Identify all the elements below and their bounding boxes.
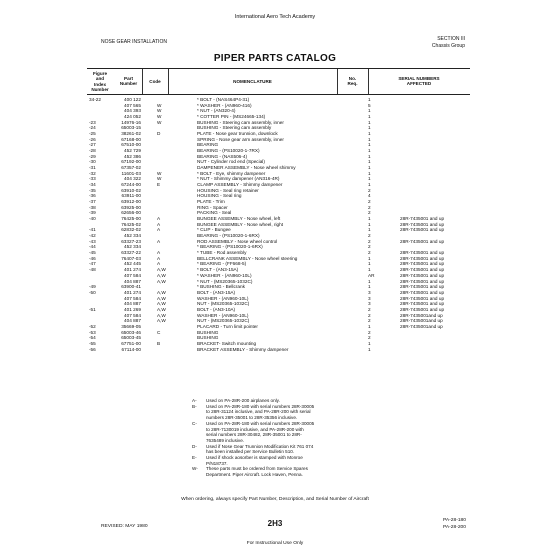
section-number: SECTION III <box>437 36 465 42</box>
fig-cell: -54 <box>89 335 96 341</box>
code-cell: A <box>157 261 161 267</box>
nomenclature-cell: * NUT - (MS20365-1032C) <box>197 278 253 284</box>
quantity-cell: 1 <box>368 216 371 222</box>
footnote-line: Used if Nose Gear Trunnion Modification Kit 761 074 <box>206 443 314 449</box>
revised-date: REVISED: MAY 1980 <box>101 524 148 529</box>
fig-cell: -38 <box>89 204 96 210</box>
part-number-cell: 63327-23 <box>121 238 141 244</box>
part-number-cell: 67244-00 <box>121 182 141 188</box>
part-number-cell: 65003-45 <box>121 335 141 341</box>
nomenclature-cell: BUNGEE ASSEMBLY - Nose wheel, left <box>197 216 281 222</box>
footnote-line: Used on PA-28R-200 airplanes only. <box>206 398 280 403</box>
nomenclature-cell: BELLCRANK ASSEMBLY - Nose wheel steering <box>197 255 298 261</box>
serial-cell: 28R-7435001 and up <box>400 227 445 233</box>
code-cell: A,W <box>157 267 166 273</box>
serial-cell: 28R-7435001 and up <box>400 272 445 278</box>
nomenclature-cell: * NUT - Shimmy dampener (AN316-4R) <box>197 176 280 182</box>
fig-cell: -51 <box>89 306 96 312</box>
quantity-cell: 2 <box>368 238 371 244</box>
footnote-key: A- <box>192 398 197 403</box>
code-cell: A,W <box>157 289 166 295</box>
quantity-cell: 2 <box>368 335 371 341</box>
quantity-cell: 1 <box>368 159 371 165</box>
nomenclature-cell: BRACKET- Switch mounting <box>197 340 257 346</box>
fig-cell: -50 <box>89 289 96 295</box>
part-number-cell: 67192-00 <box>121 159 141 165</box>
part-number-cell: 63910-02 <box>121 187 141 193</box>
part-number-cell: 407 565 <box>124 102 141 108</box>
part-number-cell: 76425-00 <box>121 216 141 222</box>
model-line: PA-28-200 <box>442 524 466 530</box>
section-title: NOSE GEAR INSTALLATION <box>101 39 167 45</box>
code-cell: A <box>157 250 161 256</box>
footnote-line: Used if shock aosorber is stamped with Monroe <box>206 455 303 461</box>
nomenclature-cell: BUSHING <box>197 329 219 335</box>
part-number-cell: 11601-03 <box>121 170 141 176</box>
fig-cell: -53 <box>89 329 96 335</box>
serial-cell: 28R-7435001 and up <box>400 238 445 244</box>
fig-cell: -47 <box>89 261 96 267</box>
quantity-cell: 2 <box>368 199 371 205</box>
quantity-cell: 2 <box>368 204 371 210</box>
col-header-fig-line: Number <box>91 87 109 93</box>
fig-cell: -28 <box>89 148 96 154</box>
fig-cell: -26 <box>89 136 96 142</box>
nomenclature-cell: BEARING <box>197 142 219 148</box>
part-number-cell: 63925-00 <box>121 204 141 210</box>
serial-cell: 28R-7435001and up <box>400 312 443 318</box>
code-cell: A,W <box>157 278 166 284</box>
part-number-cell: 65003-15 <box>121 125 141 131</box>
nomenclature-cell: BUSHING <box>197 335 219 341</box>
quantity-cell: 1 <box>368 346 371 352</box>
part-number-cell: 62832-02 <box>121 227 141 233</box>
nomenclature-cell: PLATE - Trim <box>197 199 225 205</box>
fig-cell: -27 <box>89 142 96 148</box>
quantity-cell: 1 <box>368 142 371 148</box>
footnotes <box>192 398 342 478</box>
fig-cell: -45 <box>89 250 96 256</box>
fig-cell: -31 <box>89 165 96 171</box>
fig-cell: -39 <box>89 210 96 216</box>
quantity-cell: 1 <box>368 97 371 102</box>
quantity-cell: 3 <box>368 301 371 307</box>
part-number-cell: 67114-00 <box>121 346 141 352</box>
part-number-cell: 407 584 <box>124 295 141 301</box>
academy-name: International Aero Tech Academy <box>234 14 316 20</box>
col-header-req-line: No. <box>348 76 357 81</box>
code-cell: A,W <box>157 306 166 312</box>
quantity-cell: 1 <box>368 114 371 120</box>
footnote-key: D- <box>192 443 197 449</box>
nomenclature-cell: PACKING - Seal <box>197 210 232 216</box>
part-number-cell: 76407-03 <box>121 255 141 261</box>
part-number-cell: 452 386 <box>124 153 141 159</box>
nomenclature-cell: BUSHING - Steering cam assembly, inner <box>197 119 284 125</box>
nomenclature-cell: * COTTER PIN - (MS24665-134) <box>197 114 266 120</box>
nomenclature-cell: HOUSING - Seal ring retainer <box>197 187 259 193</box>
quantity-cell: 1 <box>368 284 371 290</box>
fig-cell: -24 <box>89 125 96 131</box>
col-header-serial-line: AFFECTED <box>406 81 432 87</box>
nomenclature-cell: BRACKET ASSEMBLY - Shimmy dampener <box>197 346 289 352</box>
quantity-cell: 2 <box>368 329 371 335</box>
part-number-cell: 35669-05 <box>121 323 141 329</box>
code-cell: W <box>157 119 162 125</box>
nomenclature-cell: * BUSHING - Bellcrank <box>197 284 245 290</box>
code-cell: A <box>157 227 161 233</box>
footnote-line: Department. Piper Aircraft. Lock Haven, Penna. <box>206 472 303 478</box>
nomenclature-cell: PLATE - Nose gear trunnion, downlock <box>197 131 278 137</box>
nomenclature-cell: * BOLT - Eye, shimmy dampener <box>197 170 266 176</box>
nomenclature-cell: ROD ASSEMBLY - Nose wheel control <box>197 238 278 244</box>
quantity-cell: 1 <box>368 170 371 176</box>
code-cell: W <box>157 114 162 120</box>
fig-cell: -49 <box>89 284 96 290</box>
part-number-cell: 63327-22 <box>121 250 141 256</box>
col-header-part-line: Number <box>119 81 138 87</box>
quantity-cell: 1 <box>368 148 371 154</box>
footnote <box>192 466 342 477</box>
section-label <box>400 36 465 49</box>
code-cell: A,W <box>157 301 166 307</box>
col-header-fig-line: Index <box>94 81 106 87</box>
nomenclature-cell: BEARING - (NAS506-4) <box>197 153 248 159</box>
code-cell: A <box>157 238 161 244</box>
nomenclature-cell: * BEARING - (PS10020-1-6RX) <box>197 244 263 250</box>
quantity-cell: 2 <box>368 318 371 324</box>
quantity-cell: 3 <box>368 295 371 301</box>
serial-cell: 28R-7435001 and up <box>400 289 445 295</box>
part-number-cell: 62656-00 <box>121 210 141 216</box>
part-number-cell: 424 052 <box>124 114 141 120</box>
nomenclature-cell: HOUSING - Seal ring <box>197 193 242 199</box>
nomenclature-cell: WASHER - (AN960-10L) <box>197 312 249 318</box>
part-number-cell: 67510-00 <box>121 142 141 148</box>
quantity-cell: 1 <box>368 278 371 284</box>
footnote-line: 7635489 inclusive. <box>206 437 245 443</box>
fig-cell: -23 <box>89 119 96 125</box>
footnote-line: Used on PA-28R-180 with serial numbers 28R-30005 <box>206 420 315 426</box>
nomenclature-cell: BOLT - (AN3-15A) <box>197 289 236 295</box>
part-number-cell: 452 729 <box>124 148 141 154</box>
nomenclature-cell: * CLIP - Bungee <box>197 227 231 233</box>
part-number-cell: 400 122 <box>124 97 141 102</box>
quantity-cell: 2 <box>368 187 371 193</box>
fig-cell: -56 <box>89 346 96 352</box>
part-number-cell: 452 334 <box>124 244 141 250</box>
col-header-req-line: Req. <box>347 81 358 87</box>
footnote <box>192 404 342 421</box>
nomenclature-cell: * BOLT - (AN3-15A) <box>197 267 239 273</box>
part-number-cell: 38261-02 <box>121 131 141 137</box>
part-number-cell: 67357-02 <box>121 165 141 171</box>
quantity-cell: AR <box>368 272 375 278</box>
page-number: 2H3 <box>267 519 283 528</box>
code-cell: W <box>157 108 162 114</box>
code-cell: W <box>157 102 162 108</box>
quantity-cell: 2 <box>368 233 371 239</box>
serial-cell: 28R-7435001 and up <box>400 221 445 227</box>
part-number-cell: 404 887 <box>124 301 141 307</box>
serial-cell: 28R-7435001 and up <box>400 261 445 267</box>
quantity-cell: 1 <box>368 165 371 171</box>
nomenclature-cell: NUT - (MS20365-1032C) <box>197 318 250 324</box>
quantity-cell: 1 <box>368 323 371 329</box>
nomenclature-cell: BUSHING - Steering cam assembly <box>197 125 272 131</box>
part-number-cell: 404 393 <box>124 108 141 114</box>
code-cell: E <box>157 182 161 188</box>
nomenclature-cell: * BEARING - (FF668-5) <box>197 261 247 267</box>
part-number-cell: 67751-00 <box>121 340 141 346</box>
footnote-line: serial numbers 28R-30482, 28R-35001 to 28R- <box>206 432 302 438</box>
col-header-code: Code <box>149 79 161 84</box>
part-number-cell: 407 584 <box>124 312 141 318</box>
code-cell: A,W <box>157 272 166 278</box>
quantity-cell: 1 <box>368 267 371 273</box>
nomenclature-cell: BOLT - (AN3-10A) <box>197 306 236 312</box>
part-number-cell: 65003-46 <box>121 329 141 335</box>
nomenclature-cell: RING - Spacer <box>197 204 228 210</box>
header-bottom-rule <box>87 94 470 95</box>
fig-cell: -55 <box>89 340 96 346</box>
fig-cell: -44 <box>89 244 96 250</box>
code-cell: A,W <box>157 312 166 318</box>
part-number-cell: 63900-41 <box>121 284 141 290</box>
serial-cell: 28R-7435001 and up <box>400 250 445 256</box>
instructional-use: For Instructional Use Only <box>246 541 304 546</box>
part-number-cell: 452 334 <box>124 233 141 239</box>
footnote-line: to 28R-31124 inclusive, and PA-28R-200 with serial <box>206 409 311 415</box>
fig-cell: -29 <box>89 153 96 159</box>
nomenclature-cell: PLACARD - Turn limit pointer <box>197 323 258 329</box>
fig-cell: -41 <box>89 227 96 233</box>
part-number-cell: 401 274 <box>124 267 141 273</box>
quantity-cell: 1 <box>368 153 371 159</box>
footnote-line: These parts must be ordered from Service Spares <box>206 466 308 472</box>
nomenclature-cell: NUT - Cylinder rod end (Special) <box>197 159 265 165</box>
serial-cell: 28R-7435001 and up <box>400 267 445 273</box>
nomenclature-cell: BEARING - (PS10020-1-7RX) <box>197 148 260 154</box>
fig-cell: -35 <box>89 187 96 193</box>
serial-cell: 28R-7435001 and up <box>400 216 445 222</box>
part-number-cell: 76425-02 <box>121 221 141 227</box>
part-number-cell: 401 274 <box>124 289 141 295</box>
footnote-line: Used on PA-28R-180 with serial numbers 28R-30005 <box>206 403 315 409</box>
nomenclature-cell: * BOLT - (NAS464P4-31) <box>197 97 250 102</box>
catalog-title: PIPER PARTS CATALOG <box>213 53 337 64</box>
col-header-nomenclature: NOMENCLATURE <box>233 79 272 84</box>
nomenclature-cell: DAMPENER ASSEMBLY - Nose wheel shimmy <box>197 165 296 171</box>
col-header-req <box>337 76 368 87</box>
fig-cell: -33 <box>89 176 96 182</box>
col-header-fig <box>87 71 113 93</box>
quantity-cell: 2 <box>368 306 371 312</box>
serial-cell: 28R-7435001and up <box>400 323 443 329</box>
parts-table <box>87 97 470 352</box>
quantity-cell: 1 <box>368 182 371 188</box>
nomenclature-cell: WASHER - (AN960-10L) <box>197 295 249 301</box>
footnote-key: W- <box>192 466 198 472</box>
serial-cell: 28R-7435001 and up <box>400 255 445 261</box>
fig-cell: -46 <box>89 255 96 261</box>
col-header-part-line: Part <box>124 76 133 81</box>
code-cell: A <box>157 255 161 261</box>
quantity-cell: 1 <box>368 221 371 227</box>
footnote-key: B- <box>192 403 197 409</box>
fig-cell: -34 <box>89 182 96 188</box>
aircraft-models <box>400 518 466 531</box>
footnote-key: C- <box>192 420 197 426</box>
code-cell: A <box>157 221 161 227</box>
col-header-serial <box>368 76 470 87</box>
quantity-cell: 1 <box>368 340 371 346</box>
part-number-cell: 404 887 <box>124 318 141 324</box>
section-group: Chassis Group <box>431 42 465 49</box>
fig-cell: 34-22 <box>89 97 101 102</box>
nomenclature-cell: BEARING - (PS10020-1-6RX) <box>197 233 260 239</box>
nomenclature-cell: BUNGEE ASSEMBLY - Nose wheel, right <box>197 221 284 227</box>
serial-cell: 28R-7435001 and up <box>400 306 445 312</box>
quantity-cell: 5 <box>368 102 371 108</box>
code-cell: A,W <box>157 318 166 324</box>
quantity-cell: 1 <box>368 119 371 125</box>
quantity-cell: 1 <box>368 125 371 131</box>
fig-cell: -32 <box>89 170 96 176</box>
fig-cell: -42 <box>89 233 96 239</box>
footnote <box>192 444 342 455</box>
footnote-line: P/N18737. <box>206 460 228 466</box>
col-header-serial-line: SERIAL NUMBERS <box>398 76 440 81</box>
fig-cell: -52 <box>89 323 96 329</box>
nomenclature-cell: * TUBE - Rod assembly <box>197 250 247 256</box>
fig-cell: -43 <box>89 238 96 244</box>
code-cell: B <box>157 340 161 346</box>
quantity-cell: 3 <box>368 289 371 295</box>
footnote-line: to 28R-7130019 inclusive, and PA-28R-200 with <box>206 426 304 432</box>
fig-cell: -30 <box>89 159 96 165</box>
model-line: PA-28-180 <box>442 518 466 523</box>
fig-cell: -37 <box>89 199 96 205</box>
part-number-cell: 63912-00 <box>121 199 141 205</box>
quantity-cell: 4 <box>368 193 371 199</box>
part-number-cell: 452 445 <box>124 261 141 267</box>
part-number-cell: 401 269 <box>124 306 141 312</box>
quantity-cell: 1 <box>368 108 371 114</box>
serial-cell: 28R-7435001 and up <box>400 301 445 307</box>
code-cell: W <box>157 170 162 176</box>
quantity-cell: 2 <box>368 312 371 318</box>
quantity-cell: 1 <box>368 136 371 142</box>
col-header-part <box>115 76 142 87</box>
footnote <box>192 455 342 466</box>
code-cell: D <box>157 131 161 137</box>
code-cell: A,W <box>157 295 166 301</box>
ordering-note: When ordering, always specify Part Number, Description, and Serial Number of Aircraft <box>181 497 369 502</box>
footnote-line: numbers 28R-35001 to 28R-35356 inclusive. <box>206 415 298 421</box>
quantity-cell: 1 <box>368 261 371 267</box>
quantity-cell: 1 <box>368 176 371 182</box>
quantity-cell: 2 <box>368 250 371 256</box>
footnote <box>192 421 342 444</box>
fig-cell: -40 <box>89 216 96 222</box>
footnote-line: has been installed per Service Bulletin 510. <box>206 449 295 455</box>
part-number-cell: 14976-16 <box>121 119 141 125</box>
serial-cell: 28R-7435001 and up <box>400 284 445 290</box>
part-number-cell: 67168-00 <box>121 136 141 142</box>
quantity-cell: 1 <box>368 255 371 261</box>
code-cell: C <box>157 329 161 335</box>
part-number-cell: 404 322 <box>124 176 141 182</box>
table-row <box>87 347 470 353</box>
quantity-cell: 2 <box>368 210 371 216</box>
quantity-cell: 1 <box>368 227 371 233</box>
fig-cell: -25 <box>89 131 96 137</box>
quantity-cell: 2 <box>368 244 371 250</box>
serial-cell: 28R-7435001and up <box>400 318 443 324</box>
nomenclature-cell: SPRING - Nose gear arm assembly, inner <box>197 136 284 142</box>
nomenclature-cell: * WASHER - (AN960-10L) <box>197 272 252 278</box>
part-number-cell: 404 887 <box>124 278 141 284</box>
nomenclature-cell: NUT - (MS20365-1032C) <box>197 301 250 307</box>
serial-cell: 28R-7435001 and up <box>400 278 445 284</box>
serial-cell: 28R-7435001 and up <box>400 295 445 301</box>
code-cell: A <box>157 216 161 222</box>
code-cell: W <box>157 176 162 182</box>
fig-cell: -48 <box>89 267 96 273</box>
fig-cell: -36 <box>89 193 96 199</box>
part-number-cell: 407 584 <box>124 272 141 278</box>
footnote-key: E- <box>192 455 197 461</box>
part-number-cell: 63911-00 <box>121 193 141 199</box>
quantity-cell: 1 <box>368 131 371 137</box>
nomenclature-cell: * WASHER - (AN960-416) <box>197 102 252 108</box>
nomenclature-cell: * NUT - (AN320-4) <box>197 108 236 114</box>
nomenclature-cell: CLAMP ASSEMBLY - Shimmy dampener <box>197 182 283 188</box>
col-header-fig-line: Figure <box>92 71 108 76</box>
header-top-rule <box>87 68 470 69</box>
col-header-fig-line: and <box>95 76 105 82</box>
